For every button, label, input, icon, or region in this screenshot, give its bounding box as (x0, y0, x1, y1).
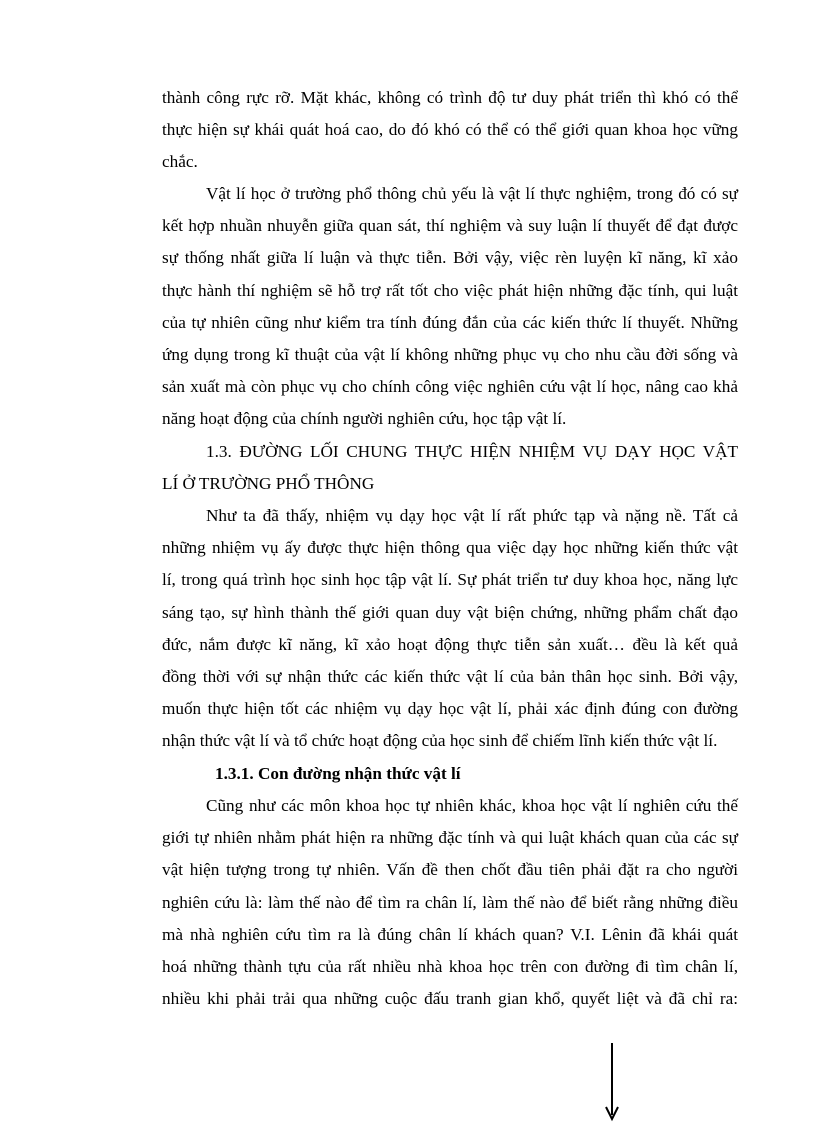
paragraph-3 (162, 500, 738, 758)
text-line: lí, trong quá trình học sinh học tập vật lí. Sự phát triển tư duy khoa học, năng lực (162, 570, 738, 590)
subheading-title: 1.3.1. Con đường nhận thức vật lí (215, 764, 461, 783)
paragraph-2 (162, 178, 738, 436)
text-line: vật hiện tượng trong tự nhiên. Vấn đề then chốt đầu tiên phải đặt ra cho người (162, 860, 738, 880)
heading-line: LÍ Ở TRƯỜNG PHỔ THÔNG (162, 474, 375, 494)
text-line: đức, nắm được kĩ năng, kĩ xảo hoạt động thực tiễn sản xuất… đều là kết quả (162, 634, 738, 654)
text-line: chắc. (162, 152, 198, 172)
down-arrow-icon (604, 1043, 620, 1123)
text-line: sáng tạo, sự hình thành thế giới quan duy vật biện chứng, những phẩm chất đạo (162, 602, 738, 622)
text-line: thành công rực rỡ. Mặt khác, không có trình độ tư duy phát triển thì khó có thể (162, 88, 738, 107)
text-line: nghiên cứu là: làm thế nào để tìm ra chân lí, làm thế nào để biết rằng những điều (162, 892, 738, 912)
text-line: hoá những thành tựu của rất nhiều nhà khoa học trên con đường đi tìm chân lí, (162, 956, 738, 976)
text-line: muốn thực hiện tốt các nhiệm vụ dạy học vật lí, phải xác định đúng con đường (162, 699, 738, 719)
text-line: của tự nhiên cũng như kiểm tra tính đúng đắn của các kiến thức lí thuyết. Những (162, 312, 738, 332)
text-line: sản xuất mà còn phục vụ cho chính công việc nghiên cứu vật lí học, nâng cao khả (162, 377, 738, 397)
subsection-heading-1-3-1 (162, 758, 738, 790)
text-line: giới tự nhiên nhằm phát hiện ra những đặc tính và qui luật khách quan của các sự (162, 828, 738, 848)
text-line: sự thống nhất giữa lí luận và thực tiễn. Bởi vậy, việc rèn luyện kĩ năng, kĩ xảo (162, 248, 738, 268)
text-line: Như ta đã thấy, nhiệm vụ dạy học vật lí rất phức tạp và nặng nề. Tất cả (206, 506, 738, 525)
text-line: thực hành thí nghiệm sẽ hỗ trợ rất tốt cho việc phát hiện những đặc tính, qui luật (162, 280, 738, 300)
text-line: Cũng như các môn khoa học tự nhiên khác, khoa học vật lí nghiên cứu thế (206, 796, 738, 815)
text-line: mà nhà nghiên cứu tìm ra là đúng chân lí khách quan? V.I. Lênin đã khái quát (162, 924, 738, 944)
text-line: nhiều khi phải trải qua những cuộc đấu tranh gian khổ, quyết liệt và đã chỉ ra: (162, 989, 738, 1009)
text-line: Vật lí học ở trường phổ thông chủ yếu là vật lí thực nghiệm, trong đó có sự (206, 184, 738, 203)
paragraph-4 (162, 790, 738, 1015)
section-heading-1-3 (162, 436, 738, 500)
text-line: những nhiệm vụ ấy được thực hiện thông qua việc dạy học những kiến thức vật (162, 538, 738, 558)
paragraph-1 (162, 82, 738, 179)
text-line: kết hợp nhuần nhuyễn giữa quan sát, thí nghiệm và suy luận lí thuyết để đạt được (162, 216, 738, 236)
text-line: thực hiện sự khái quát hoá cao, do đó khó có thể có thể giới quan khoa học vững (162, 120, 738, 140)
text-line: nhận thức vật lí và tổ chức hoạt động của học sinh để chiếm lĩnh kiến thức vật lí. (162, 731, 718, 751)
heading-line: 1.3. ĐƯỜNG LỐI CHUNG THỰC HIỆN NHIỆM VỤ DẠY HỌC VẬT (206, 442, 738, 461)
text-line: ứng dụng trong kĩ thuật của vật lí không những phục vụ cho nhu cầu đời sống và (162, 344, 738, 364)
text-line: đồng thời với sự nhận thức các kiến thức vật lí của bản thân học sinh. Bởi vậy, (162, 666, 738, 686)
text-line: năng hoạt động của chính người nghiên cứu, học tập vật lí. (162, 409, 567, 429)
